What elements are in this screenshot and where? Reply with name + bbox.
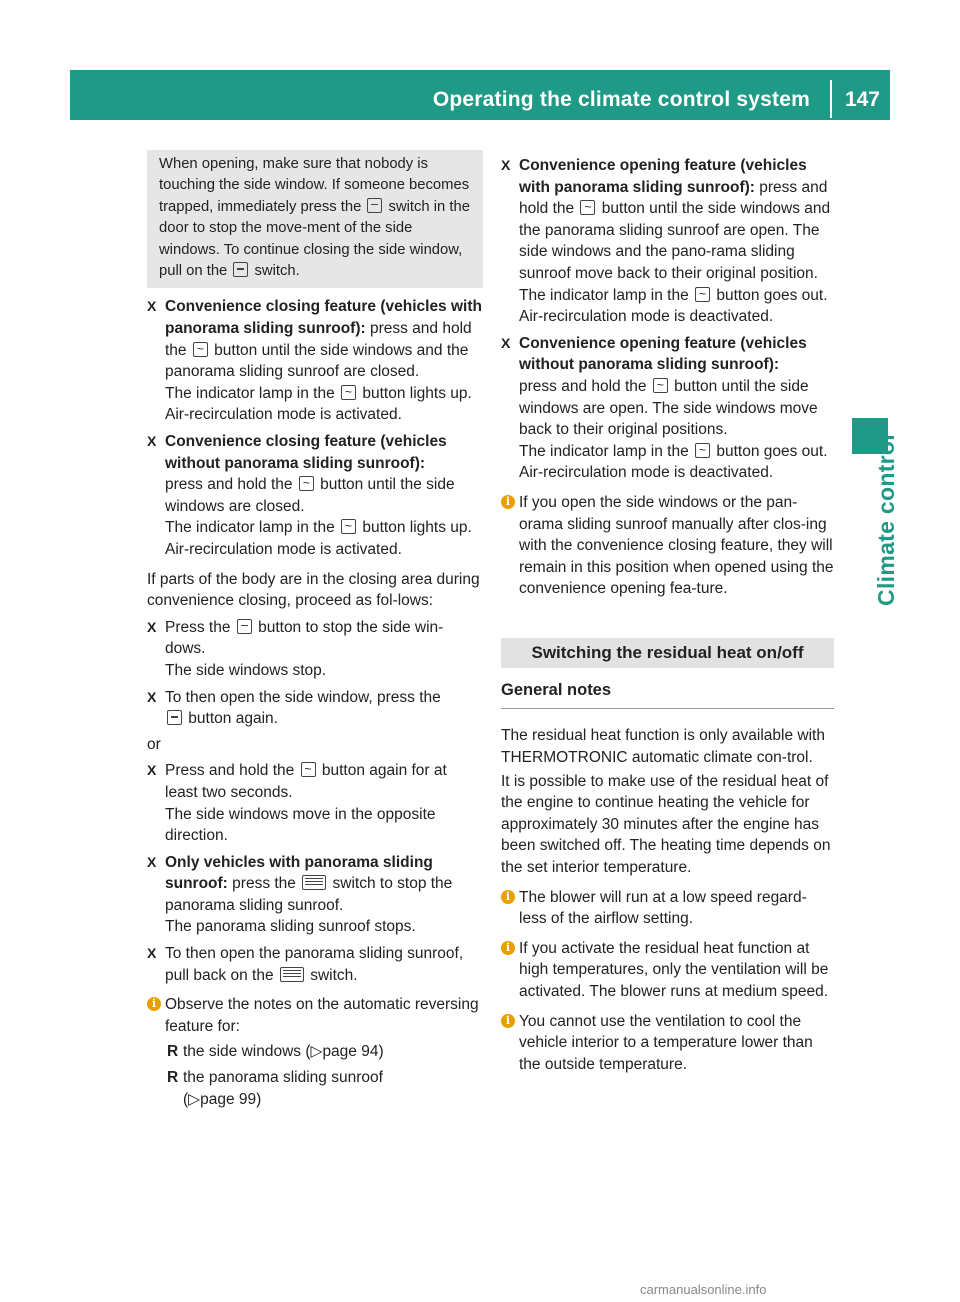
window-switch-icon bbox=[233, 262, 248, 277]
step-arrow-icon: X bbox=[147, 298, 157, 315]
step-convenience-closing-with-sunroof: X Convenience closing feature (vehicles with panorama sliding sunroof): press and hold the ~ button until the side windows and the panorama sliding sunroof are closed. The indicator lamp in the ~ button lights up. Air-recirculation mode is activated. bbox=[147, 296, 483, 426]
step-stop-side-windows: X Press the button to stop the side win-dows. The side windows stop. bbox=[147, 618, 444, 679]
or-text: or bbox=[147, 735, 161, 753]
recirculation-button-icon bbox=[695, 287, 710, 302]
recirculation-button-icon bbox=[695, 443, 710, 458]
step-convenience-opening-without-sunroof: X Convenience opening feature (vehicles without panorama sliding sunroof): press and hold the ~ button until the side windows are open. The side windows move back to their original positions. The indicator lamp in the ~ button goes out. Air-recirculation mode is deactivated. bbox=[501, 333, 834, 484]
recirculation-button-icon bbox=[653, 378, 668, 393]
info-note: i If you activate the residual heat function at high temperatures, only the ventilation will be activated. The blower runs at medium speed. bbox=[501, 938, 834, 1003]
sunroof-switch-icon bbox=[302, 875, 326, 890]
info-icon: i bbox=[147, 997, 161, 1011]
left-column bbox=[147, 150, 483, 1110]
page-ref-icon: ▷ bbox=[310, 1043, 323, 1061]
recirculation-button-icon bbox=[341, 519, 356, 534]
step-arrow-icon: X bbox=[147, 433, 157, 449]
step-open-sunroof: X To then open the panorama sliding sunroof, pull back on the switch. bbox=[147, 945, 464, 984]
subsection-title: General notes bbox=[501, 680, 834, 710]
recirculation-button-icon bbox=[299, 476, 314, 491]
step-arrow-icon: X bbox=[147, 618, 157, 635]
right-column bbox=[501, 150, 834, 1075]
header-title: Operating the climate control system bbox=[432, 88, 810, 111]
step-convenience-opening-with-sunroof: X Convenience opening feature (vehicles with panorama sliding sunroof): press and hold the ~ button until the side windows and the panorama sliding sunroof are open. The side windows and the pano-rama sliding sunroof move back to their original position. The indicator lamp in the ~ button goes out. Air-recirculation mode is deactivated. bbox=[501, 155, 834, 328]
step-arrow-icon: X bbox=[147, 688, 157, 705]
watermark: carmanualsonline.info bbox=[640, 1282, 767, 1297]
recirculation-button-icon bbox=[301, 762, 316, 777]
page-ref-icon: ▷ bbox=[188, 1090, 201, 1108]
info-note: i You cannot use the ventilation to cool the vehicle interior to a temperature lower than the outside temperature. bbox=[501, 1011, 834, 1076]
step-arrow-icon: X bbox=[501, 157, 511, 173]
page-ref-link[interactable]: page 94) bbox=[322, 1043, 384, 1061]
recirculation-button-icon bbox=[341, 385, 356, 400]
paragraph: If parts of the body are in the closing area during convenience closing, proceed as fol-lows: bbox=[147, 570, 480, 610]
bullet-icon: R bbox=[167, 1043, 179, 1061]
page-header bbox=[70, 70, 890, 120]
step-convenience-closing-without-sunroof: X Convenience closing feature (vehicles without panorama sliding sunroof): press and hold the ~ button until the side windows are closed. The indicator lamp in the ~ button lights up. Air-recirculation mode is activated. bbox=[147, 431, 483, 561]
page-number: 147 bbox=[844, 88, 880, 111]
step-stop-sunroof: X Only vehicles with panorama sliding sunroof: press the switch to stop the panorama sliding sunroof. The panorama sliding sunroof stops. bbox=[147, 853, 453, 936]
window-switch-icon bbox=[237, 619, 252, 634]
sunroof-switch-icon bbox=[280, 967, 304, 982]
window-switch-icon bbox=[167, 710, 182, 725]
warning-box: When opening, make sure that nobody is touching the side window. If someone becomes trapped, immediately press the switch in the door to stop the move-ment of the side windows. To continue closing the side window, pull on the switch. bbox=[147, 150, 483, 288]
bullet-item: R the panorama sliding sunroof (▷page 99) bbox=[167, 1069, 383, 1108]
step-arrow-icon: X bbox=[501, 334, 511, 351]
info-icon: i bbox=[501, 941, 515, 955]
side-tab-label: Climate control bbox=[873, 434, 899, 606]
bullet-icon: R bbox=[167, 1069, 179, 1087]
window-switch-icon bbox=[367, 198, 382, 213]
step-open-side-window: X To then open the side window, press the button again. bbox=[147, 688, 441, 728]
paragraph: It is possible to make use of the residual heat of the engine to continue heating the vehicle for approximately 30 minutes after the engine has been switched off. The heating time depends on the set interior temperature. bbox=[501, 772, 831, 877]
step-arrow-icon: X bbox=[147, 945, 157, 962]
step-arrow-icon: X bbox=[147, 853, 157, 870]
info-note: i Observe the notes on the automatic reversing feature for: bbox=[147, 994, 483, 1037]
bullet-item: R the side windows (▷page 94) bbox=[165, 1041, 483, 1063]
step-arrow-icon: X bbox=[147, 762, 157, 779]
info-icon: i bbox=[501, 1014, 515, 1028]
header-separator bbox=[830, 80, 832, 118]
info-icon: i bbox=[501, 495, 515, 509]
recirculation-button-icon bbox=[193, 342, 208, 357]
info-note: i If you open the side windows or the pan-orama sliding sunroof manually after clos-ing with the convenience closing feature, they will remain in this position when opened using the convenience opening fea-ture. bbox=[501, 492, 834, 600]
info-note: i The blower will run at a low speed regard-less of the airflow setting. bbox=[501, 887, 834, 930]
paragraph: The residual heat function is only available with THERMOTRONIC automatic climate con-trol. bbox=[501, 727, 825, 767]
recirculation-button-icon bbox=[580, 200, 595, 215]
step-press-and-hold-again: X Press and hold the ~ button again for at least two seconds. The side windows move in the opposite direction. bbox=[147, 760, 483, 846]
info-icon: i bbox=[501, 890, 515, 904]
page-ref-link[interactable]: page 99) bbox=[200, 1090, 262, 1108]
section-title: Switching the residual heat on/off bbox=[501, 638, 834, 668]
